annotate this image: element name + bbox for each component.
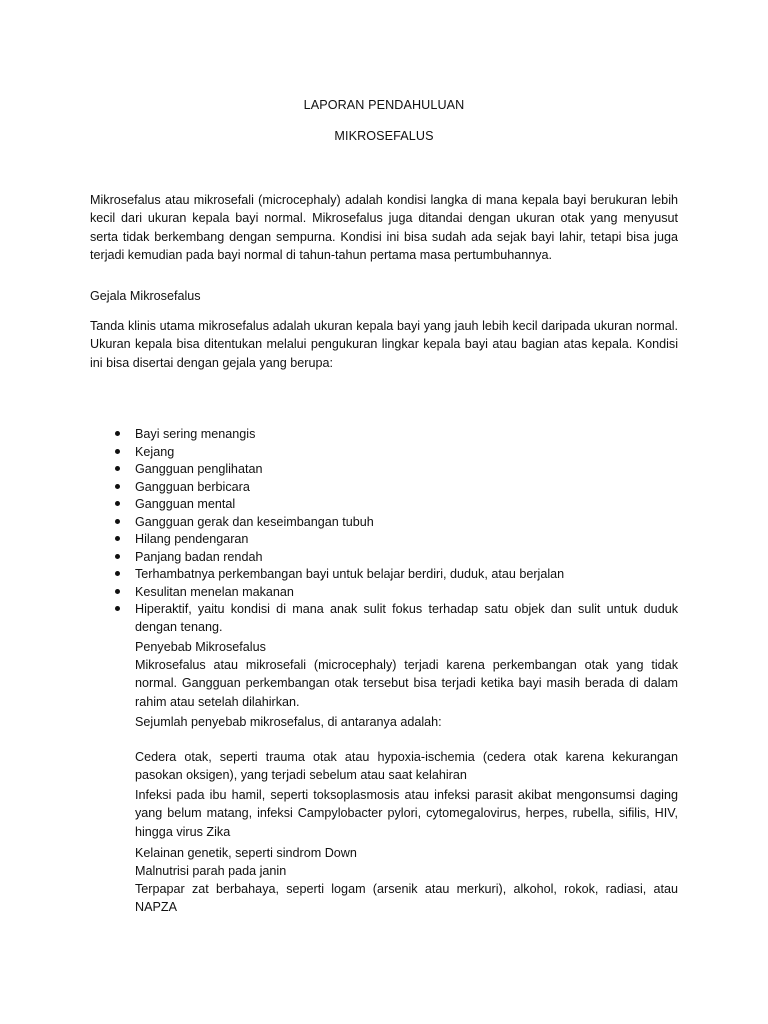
cause-item: Infeksi pada ibu hamil, seperti toksoplasmosis atau infeksi parasit akibat mengonsumsi daging yang belum matang, infeksi Campylobacter pylori, cytomegalovirus, herpes, rubella, sifilis, HIV, hingga virus Zika — [135, 788, 678, 839]
bullet-icon — [115, 519, 120, 524]
penyebab-list-intro: Sejumlah penyebab mikrosefalus, di antaranya adalah: — [135, 715, 442, 729]
list-item — [90, 460, 678, 478]
intro-paragraph: Mikrosefalus atau mikrosefali (microcephaly) adalah kondisi langka di mana kepala bayi berukuran lebih kecil dari ukuran kepala bayi normal. Mikrosefalus juga ditandai dengan ukuran otak yang menyusut serta tidak berkembang dengan sempurna. Kondisi ini bisa sudah ada sejak bayi lahir, tetapi bisa juga terjadi kemudian pada bayi normal di tahun-tahun pertama masa pertumbuhannya. — [90, 193, 678, 263]
list-item — [90, 443, 678, 461]
bullet-icon — [115, 571, 120, 576]
list-item — [90, 513, 678, 531]
list-item-text: Gangguan gerak dan keseimbangan tubuh — [135, 514, 374, 529]
bullet-icon — [115, 466, 120, 471]
bullet-icon — [115, 431, 120, 436]
list-item — [90, 583, 678, 601]
cause-item: Kelainan genetik, seperti sindrom Down — [135, 846, 357, 860]
list-item-text: Bayi sering menangis — [135, 427, 256, 441]
list-item — [90, 600, 678, 637]
list-item-text: Terhambatnya perkembangan bayi untuk belajar berdiri, duduk, atau berjalan — [135, 567, 565, 581]
bullet-icon — [115, 554, 120, 559]
list-item-text: Hiperaktif, yaitu kondisi di mana anak sulit fokus terhadap satu objek dan sulit untuk duduk dengan tenang. — [135, 602, 678, 635]
bullet-icon — [115, 606, 120, 611]
cause-item: Terpapar zat berbahaya, seperti logam (arsenik atau merkuri), alkohol, rokok, radiasi, atau NAPZA — [135, 882, 678, 915]
list-item-text: Hilang pendengaran — [135, 532, 249, 546]
penyebab-heading: Penyebab Mikrosefalus — [135, 640, 266, 654]
document-title: LAPORAN PENDAHULUAN — [303, 98, 465, 112]
bullet-icon — [115, 449, 120, 454]
list-item — [90, 548, 678, 566]
list-item — [90, 478, 678, 496]
document-subtitle: MIKROSEFALUS — [334, 129, 434, 143]
cause-item: Cedera otak, seperti trauma otak atau hypoxia-ischemia (cedera otak karena kekurangan pasokan oksigen), yang terjadi sebelum atau saat kelahiran — [135, 750, 678, 783]
gejala-paragraph: Tanda klinis utama mikrosefalus adalah ukuran kepala bayi yang jauh lebih kecil daripada ukuran normal. Ukuran kepala bisa ditentukan melalui pengukuran lingkar kepala bayi atau bagian atas kepala. Kondisi ini bisa disertai dengan gejala yang berupa: — [90, 319, 678, 370]
list-item — [90, 425, 678, 443]
bullet-icon — [115, 501, 120, 506]
list-item — [90, 495, 678, 513]
list-item — [90, 530, 678, 548]
list-item-text: Kesulitan menelan makanan — [135, 584, 294, 599]
list-item-text: Panjang badan rendah — [135, 549, 263, 564]
bullet-icon — [115, 484, 120, 489]
list-item-text: Gangguan berbicara — [135, 479, 250, 494]
list-item-text: Kejang — [135, 444, 175, 459]
list-item-text: Gangguan penglihatan — [135, 462, 263, 476]
symptom-list — [90, 425, 678, 637]
list-item-text: Gangguan mental — [135, 497, 236, 511]
bullet-icon — [115, 589, 120, 594]
list-item — [90, 565, 678, 583]
gejala-heading: Gejala Mikrosefalus — [90, 289, 201, 303]
bullet-icon — [115, 536, 120, 541]
cause-item: Malnutrisi parah pada janin — [135, 864, 287, 878]
penyebab-paragraph: Mikrosefalus atau mikrosefali (microcephaly) terjadi karena perkembangan otak yang tidak normal. Gangguan perkembangan otak tersebut bisa terjadi ketika bayi masih berada di dalam rahim atau setelah dilahirkan. — [135, 658, 678, 709]
